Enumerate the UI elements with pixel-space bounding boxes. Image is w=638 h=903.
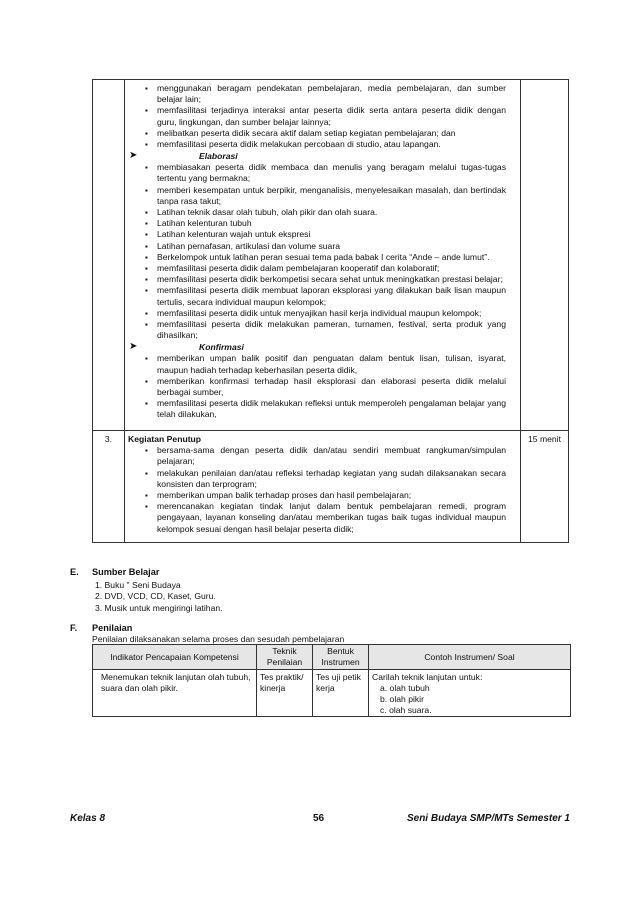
section-f-letter: F. [70,623,78,633]
section-f-title: Penilaian [92,623,133,633]
closing-title: Kegiatan Penutup [128,434,202,444]
list-item: ▪ membiasakan peserta didik membaca dan menulis yang beragam melalui tugas-tugas tertentu yang bermakna; [125,162,520,184]
list-item: ▪ memberikan umpan balik positif dan penguatan dalam bentuk lisan, tulisan, isyarat, maupun hadiah terhadap keberhasilan peserta didik, [125,353,520,375]
step-number-cell: 3. [93,431,125,543]
footer-title: Seni Budaya SMP/MTs Semester 1 [406,813,570,824]
elaborasi-label: Elaborasi [199,151,238,162]
assessment-table [92,644,571,717]
list-item: ▪ memberikan umpan balik terhadap proses dan hasil pembelajaran; [125,490,520,501]
contoh-cell [369,670,571,717]
list-item: ▪ memberikan konfirmasi terhadap hasil eksplorasi dan elaborasi peserta didik melalui berbagai sumber, [125,376,520,398]
arrow-bullet-icon: ➤ [129,341,138,353]
list-item: ▪ Latihan kelenturan tubuh [125,218,520,229]
list-item: c. olah suara. [380,705,432,715]
list-item: ▪ memfasilitasi peserta didik melakukan refleksi untuk memperoleh pengalaman belajar yang telah dilakukan, [125,398,520,420]
elaborasi-list [125,162,520,341]
assessment-header-row [93,645,571,670]
exploration-list [125,83,520,150]
page-number: 56 [313,813,325,824]
step-number-cell [93,80,125,431]
list-item: ▪ bersama-sama dengan peserta didik dan/atau sendiri membuat rangkuman/simpulan pelajaran; [125,445,520,467]
list-item: ▪ Latihan teknik dasar olah tubuh, olah pikir dan olah suara. [125,207,520,218]
konfirmasi-list [125,353,520,420]
list-item: b. olah pikir [380,694,424,704]
list-item: ▪ memfasilitasi terjadinya interaksi antar peserta didik serta antara peserta didik dengan guru, lingkungan, dan sumber belajar lainnya; [125,105,520,127]
list-item: ▪ memfasilitasi peserta didik untuk menyajikan hasil kerja individual maupun kelompok; [125,308,520,319]
core-activity-cell [125,80,521,431]
footer-class: Kelas 8 [70,813,106,824]
teknik-cell: Tes praktik/ kinerja [257,670,313,717]
section-f-intro: Penilaian dilaksanakan selama proses dan sesudah pembelajaran [92,634,345,644]
indikator-cell: Menemukan teknik lanjutan olah tubuh, suara dan olah pikir. [93,670,257,717]
list-item: ▪ memfasilitasi peserta didik melakukan percobaan di studio, atau lapangan. [125,139,520,150]
soal-intro: Carilah teknik lanjutan untuk: [372,672,483,682]
list-item: 1. Buku " Seni Budaya [95,580,181,590]
list-item: ▪ memfasilitasi peserta didik dalam pembelajaran kooperatif dan kolaboratif; [125,263,520,274]
core-activity-row [93,80,569,431]
list-item: ▪ memfasilitasi peserta didik berkompetisi secara sehat untuk meningkatkan prestasi belajar; [125,274,520,285]
list-item: ▪ melakukan penilaian dan/atau refleksi terhadap kegiatan yang sudah dilaksanakan secara konsisten dan terprogram; [125,468,520,490]
list-item: ▪ Latihan kelenturan wajah untuk ekspresi [125,229,520,240]
konfirmasi-label: Konfirmasi [199,342,244,353]
list-item: 2. DVD, VCD, CD, Kaset, Guru. [95,591,216,602]
list-item: 3. Musik untuk mengiringi latihan. [95,602,223,613]
closing-activity-row [93,431,569,543]
table-row [93,670,571,717]
list-item: ▪ menggunakan beragam pendekatan pembelajaran, media pembelajaran, dan sumber belajar lain; [125,83,520,105]
list-item: ▪ memberi kesempatan untuk berpikir, menganalisis, menyelesaikan masalah, dan bertindak tanpa rasa takut; [125,185,520,207]
konfirmasi-heading [125,341,520,353]
list-item: ▪ merencanakan kegiatan tindak lanjut dalam bentuk pembelajaran remedi, program pengayaan, layanan konseling dan/atau memberikan tugas baik tugas individual maupun kelompok sesuai dengan hasil belajar peserta didik; [125,501,520,535]
closing-list [125,445,520,535]
section-e-list [95,580,223,614]
list-item: ▪ memfasilitasi peserta didik melakukan pameran, turnamen, festival, serta produk yang dihasilkan; [125,319,520,341]
list-item: ▪ Latihan pernafasan, artikulasi dan volume suara [125,241,520,252]
list-item: ▪ Berkelompok untuk latihan peran sesuai tema pada babak I cerita “Ande – ande lumut”. [125,252,520,263]
bentuk-cell: Tes uji petik kerja [313,670,369,717]
list-item: ▪ melibatkan peserta didik secara aktif dalam setiap kegiatan pembelajaran; dan [125,128,520,139]
learning-steps-table [92,79,569,543]
time-cell [521,80,569,431]
section-e-title: Sumber Belajar [92,567,160,577]
elaborasi-heading [125,150,520,162]
section-e-letter: E. [70,567,79,577]
header-contoh: Contoh Instrumen/ Soal [369,645,571,670]
time-cell: 15 menit [521,431,569,543]
list-item: a. olah tubuh [380,683,430,693]
list-item: ▪ memfasilitasi peserta didik membuat laporan eksplorasi yang dilakukan baik lisan maupun tertulis, secara individual maupun kelompok; [125,285,520,307]
closing-activity-cell [125,431,521,543]
arrow-bullet-icon: ➤ [129,150,138,162]
header-bentuk: Bentuk Instrumen [313,645,369,670]
header-teknik: Teknik Penilaian [257,645,313,670]
header-indikator: Indikator Pencapaian Kompetensi [93,645,257,670]
